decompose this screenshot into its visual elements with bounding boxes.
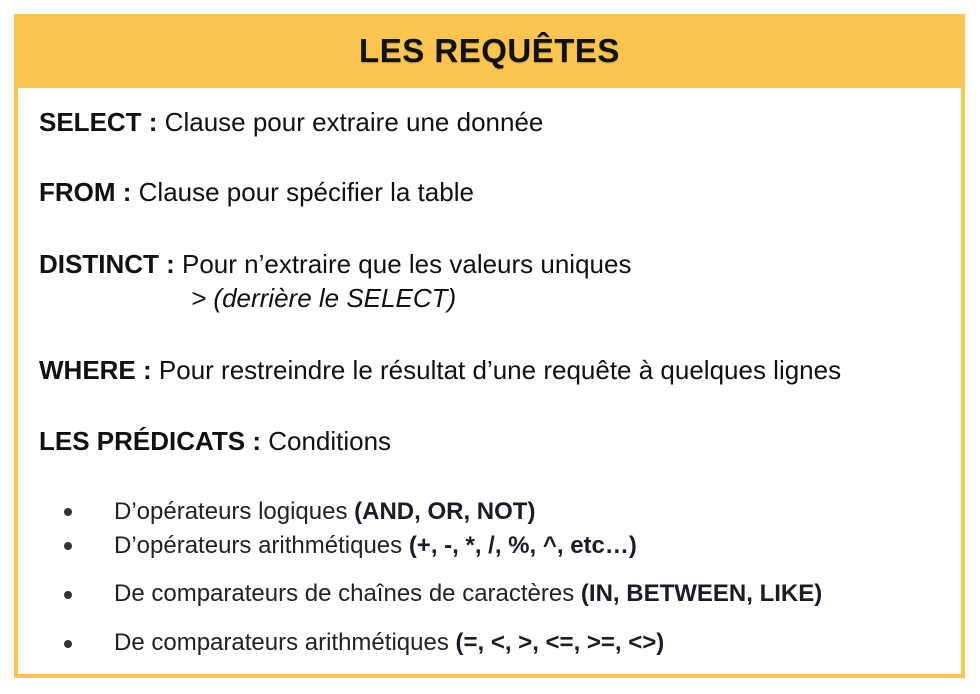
predicate-ops: (=, <, >, <=, >=, <>): [455, 629, 665, 656]
predicate-text: D’opérateurs logiques: [114, 498, 355, 525]
definition-term: DISTINCT :: [39, 249, 175, 279]
definition-term: FROM :: [39, 177, 132, 207]
header-banner: [14, 14, 965, 88]
definition-term: SELECT :: [39, 107, 158, 137]
definition-text: Pour restreindre le résultat d’une requête à quelques lignes: [151, 355, 842, 385]
predicate-ops: (IN, BETWEEN, LIKE): [580, 580, 823, 607]
definition-distinct: [39, 249, 631, 279]
definition-where: [39, 355, 841, 385]
definition-distinct-note: > (derrière le SELECT): [191, 283, 457, 313]
list-item: [114, 498, 535, 526]
list-item: [114, 532, 637, 560]
predicate-text: D’opérateurs arithmétiques: [114, 532, 409, 559]
page-title: LES REQUÊTES: [359, 32, 620, 69]
definition-term: LES PRÉDICATS :: [39, 426, 261, 456]
predicate-text: De comparateurs arithmétiques: [114, 629, 456, 656]
predicate-ops: (+, -, *, /, %, ^, etc…): [408, 532, 637, 559]
definition-select: [39, 107, 543, 137]
definition-text: Clause pour extraire une donnée: [157, 107, 544, 137]
bullet-dot: [64, 542, 72, 550]
bullet-dot: [64, 640, 72, 648]
list-item: [114, 629, 664, 657]
bullet-dot: [64, 508, 72, 516]
bullet-dot: [64, 591, 72, 599]
definition-text: Pour n’extraire que les valeurs uniques: [174, 249, 632, 279]
predicate-ops: (AND, OR, NOT): [354, 498, 536, 525]
definition-term: WHERE :: [39, 355, 152, 385]
content-panel: [14, 88, 965, 678]
predicate-text: De comparateurs de chaînes de caractères: [114, 580, 581, 607]
definition-text: Clause pour spécifier la table: [131, 177, 474, 207]
list-item: [114, 580, 822, 608]
definition-from: [39, 177, 474, 207]
definition-text: Conditions: [260, 426, 392, 456]
definition-predicats: [39, 426, 391, 456]
